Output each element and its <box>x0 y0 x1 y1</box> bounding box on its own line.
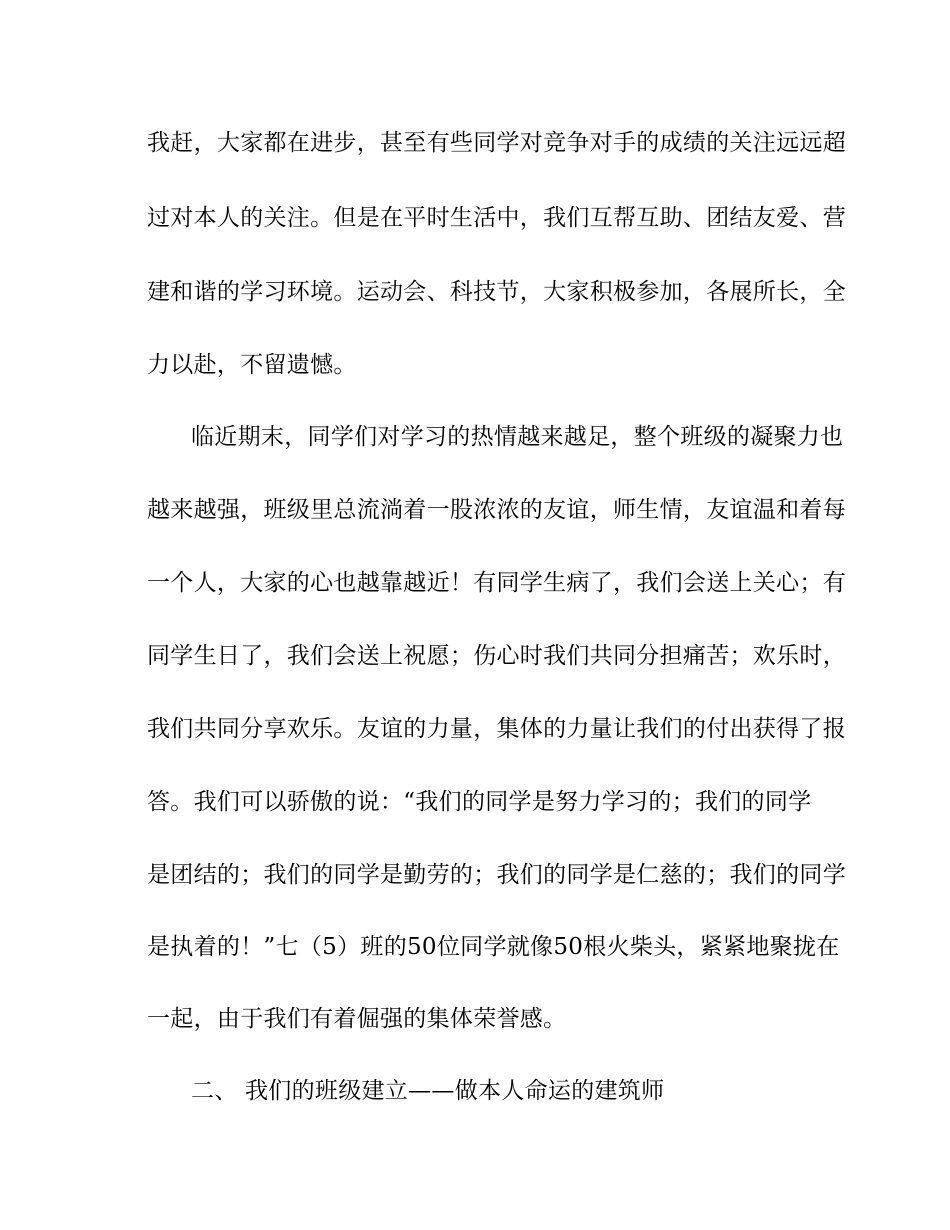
section-heading <box>191 1076 664 1106</box>
section-number: 二、 <box>191 1078 238 1104</box>
paragraph-line: 答。我们可以骄傲的说：“我们的同学是努力学习的；我们的同学 <box>147 789 812 815</box>
paragraph-line: 临近期末，同学们对学习的热情越来越足，整个班级的凝聚力也 <box>191 424 844 450</box>
paragraph-line: 同学生日了，我们会送上祝愿；伤心时我们共同分担痛苦；欢乐时， <box>147 643 846 669</box>
paragraph-line: 我赶，大家都在进步，甚至有些同学对竞争对手的成绩的关注远远超 <box>147 130 846 156</box>
paragraph-line: 过对本人的关注。但是在平时生活中，我们互帮互助、团结友爱、营 <box>147 205 846 231</box>
section-title: 我们的班级建立——做本人命运的建筑师 <box>245 1078 665 1104</box>
paragraph-line: 建和谐的学习环境。运动会、科技节，大家积极参加，各展所长，全 <box>147 279 846 305</box>
paragraph-line: 一个人，大家的心也越靠越近！有同学生病了，我们会送上关心；有 <box>147 570 846 596</box>
paragraph-line: 越来越强，班级里总流淌着一股浓浓的友谊，师生情，友谊温和着每 <box>147 497 846 523</box>
paragraph-line: 我们共同分享欢乐。友谊的力量，集体的力量让我们的付出获得了报 <box>147 716 846 742</box>
paragraph-line: 一起，由于我们有着倔强的集体荣誉感。 <box>147 1006 567 1032</box>
paragraph-line: 是团结的；我们的同学是勤劳的；我们的同学是仁慈的；我们的同学 <box>147 862 846 888</box>
paragraph-line: 是执着的！”七（5）班的50位同学就像50根火柴头，紧紧地聚拢在 <box>147 934 840 960</box>
paragraph-line: 力以赴，不留遗憾。 <box>147 352 357 378</box>
